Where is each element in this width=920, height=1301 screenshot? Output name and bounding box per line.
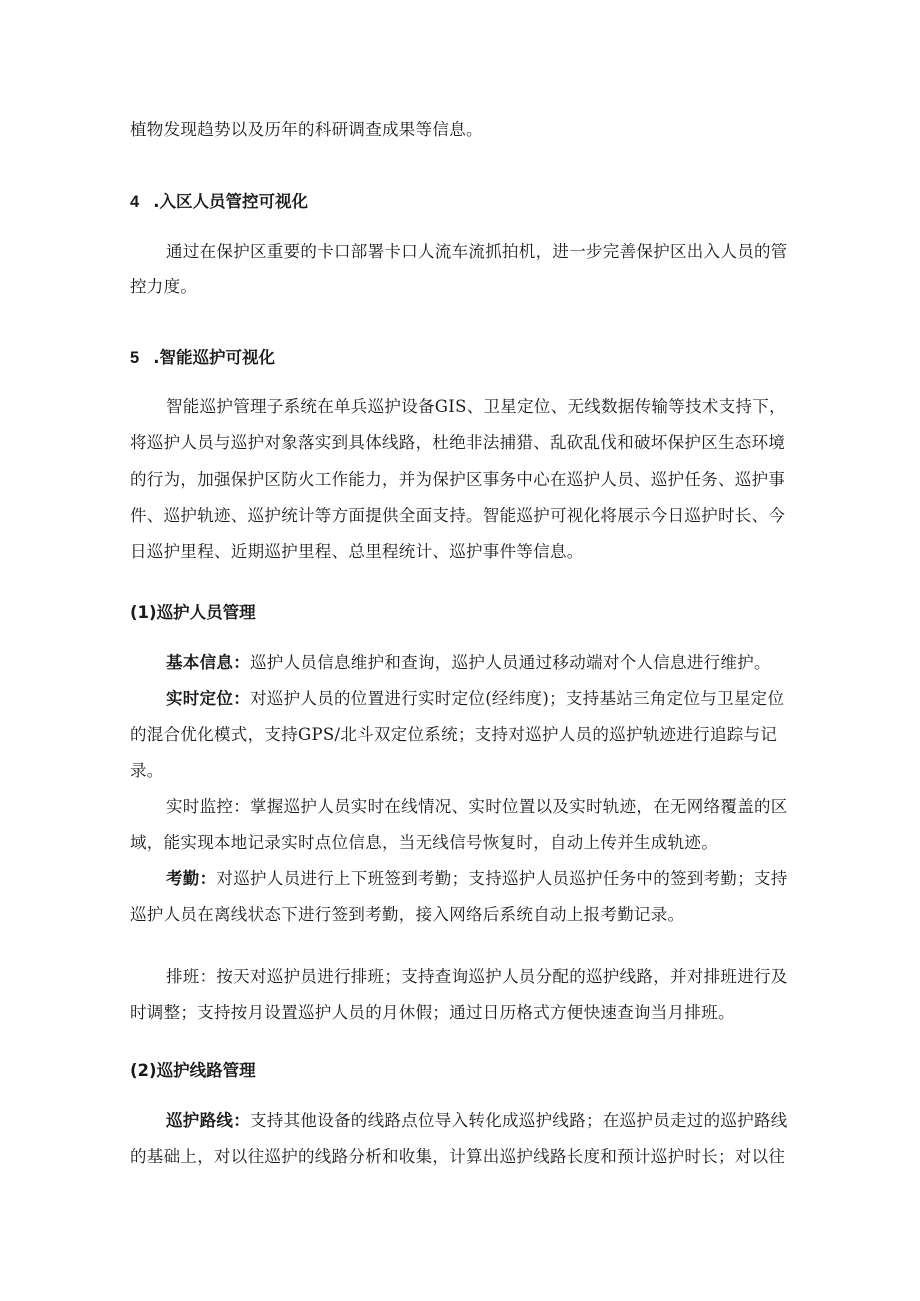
section-4-heading xyxy=(130,191,308,213)
paragraph-line: 实时监控：掌握巡护人员实时在线情况、实时位置以及实时轨迹，在无网络覆盖的区 xyxy=(166,797,788,816)
section-number: 5 xyxy=(130,349,140,367)
paragraph-line: 时调整；支持按月设置巡护人员的月休假；通过日历格式方便快速查询当月排班。 xyxy=(130,1003,735,1022)
paragraph-line: 巡护人员在离线状态下进行签到考勤，接入网络后系统自动上报考勤记录。 xyxy=(130,905,685,924)
item-text: 对巡护人员的位置进行实时定位(经纬度)；支持基站三角定位与卫星定位 xyxy=(250,689,785,708)
item-label: 基本信息： xyxy=(166,653,250,672)
paragraph-line: 植物发现趋势以及历年的科研调查成果等信息。 xyxy=(130,120,483,139)
item-label: 实时定位： xyxy=(166,689,250,708)
section-title: .入区人员管控可视化 xyxy=(153,192,308,211)
subsection-1-heading: (1)巡护人员管理 xyxy=(130,603,256,622)
paragraph-line: 日巡护里程、近期巡护里程、总里程统计、巡护事件等信息。 xyxy=(130,542,584,561)
item-text: 对巡护人员进行上下班签到考勤；支持巡护人员巡护任务中的签到考勤；支持 xyxy=(216,869,788,888)
item-label: 考勤： xyxy=(166,869,217,888)
paragraph-line: 控力度。 xyxy=(130,277,198,296)
paragraph-line: 的行为，加强保护区防火工作能力，并为保护区事务中心在巡护人员、巡护任务、巡护事 xyxy=(130,470,786,489)
paragraph-line: 智能巡护管理子系统在单兵巡护设备GIS、卫星定位、无线数据传输等技术支持下， xyxy=(166,397,786,416)
section-5-heading xyxy=(130,347,275,369)
paragraph-line: 域，能实现本地记录实时点位信息，当无线信号恢复时，自动上传并生成轨迹。 xyxy=(130,833,718,852)
paragraph-line: 排班：按天对巡护员进行排班；支持查询巡护人员分配的巡护线路，并对排班进行及 xyxy=(166,967,788,986)
item-text: 支持其他设备的线路点位导入转化成巡护线路；在巡护员走过的巡护路线 xyxy=(250,1111,788,1130)
item-basic-info xyxy=(166,652,771,674)
paragraph-line: 录。 xyxy=(130,761,164,780)
item-text: 巡护人员信息维护和查询，巡护人员通过移动端对个人信息进行维护。 xyxy=(250,653,771,672)
section-title: .智能巡护可视化 xyxy=(153,348,275,367)
item-label: 巡护路线： xyxy=(166,1111,250,1130)
item-realtime-location xyxy=(166,688,784,710)
paragraph-line: 通过在保护区重要的卡口部署卡口人流车流抓拍机，进一步完善保护区出入人员的管 xyxy=(166,242,788,261)
paragraph-line: 的混合优化模式，支持GPS/北斗双定位系统；支持对巡护人员的巡护轨迹进行追踪与记 xyxy=(130,725,778,744)
section-number: 4 xyxy=(130,193,140,211)
paragraph-line: 的基础上，对以往巡护的线路分析和收集，计算出巡护线路长度和预计巡护时长；对以往 xyxy=(130,1147,786,1166)
subsection-2-heading: (2)巡护线路管理 xyxy=(130,1061,256,1080)
paragraph-line: 将巡护人员与巡护对象落实到具体线路，杜绝非法捕猎、乱砍乱伐和破坏保护区生态环境 xyxy=(130,433,786,452)
item-patrol-route xyxy=(166,1110,788,1132)
item-attendance xyxy=(166,868,788,890)
paragraph-line: 件、巡护轨迹、巡护统计等方面提供全面支持。智能巡护可视化将展示今日巡护时长、今 xyxy=(130,506,786,525)
